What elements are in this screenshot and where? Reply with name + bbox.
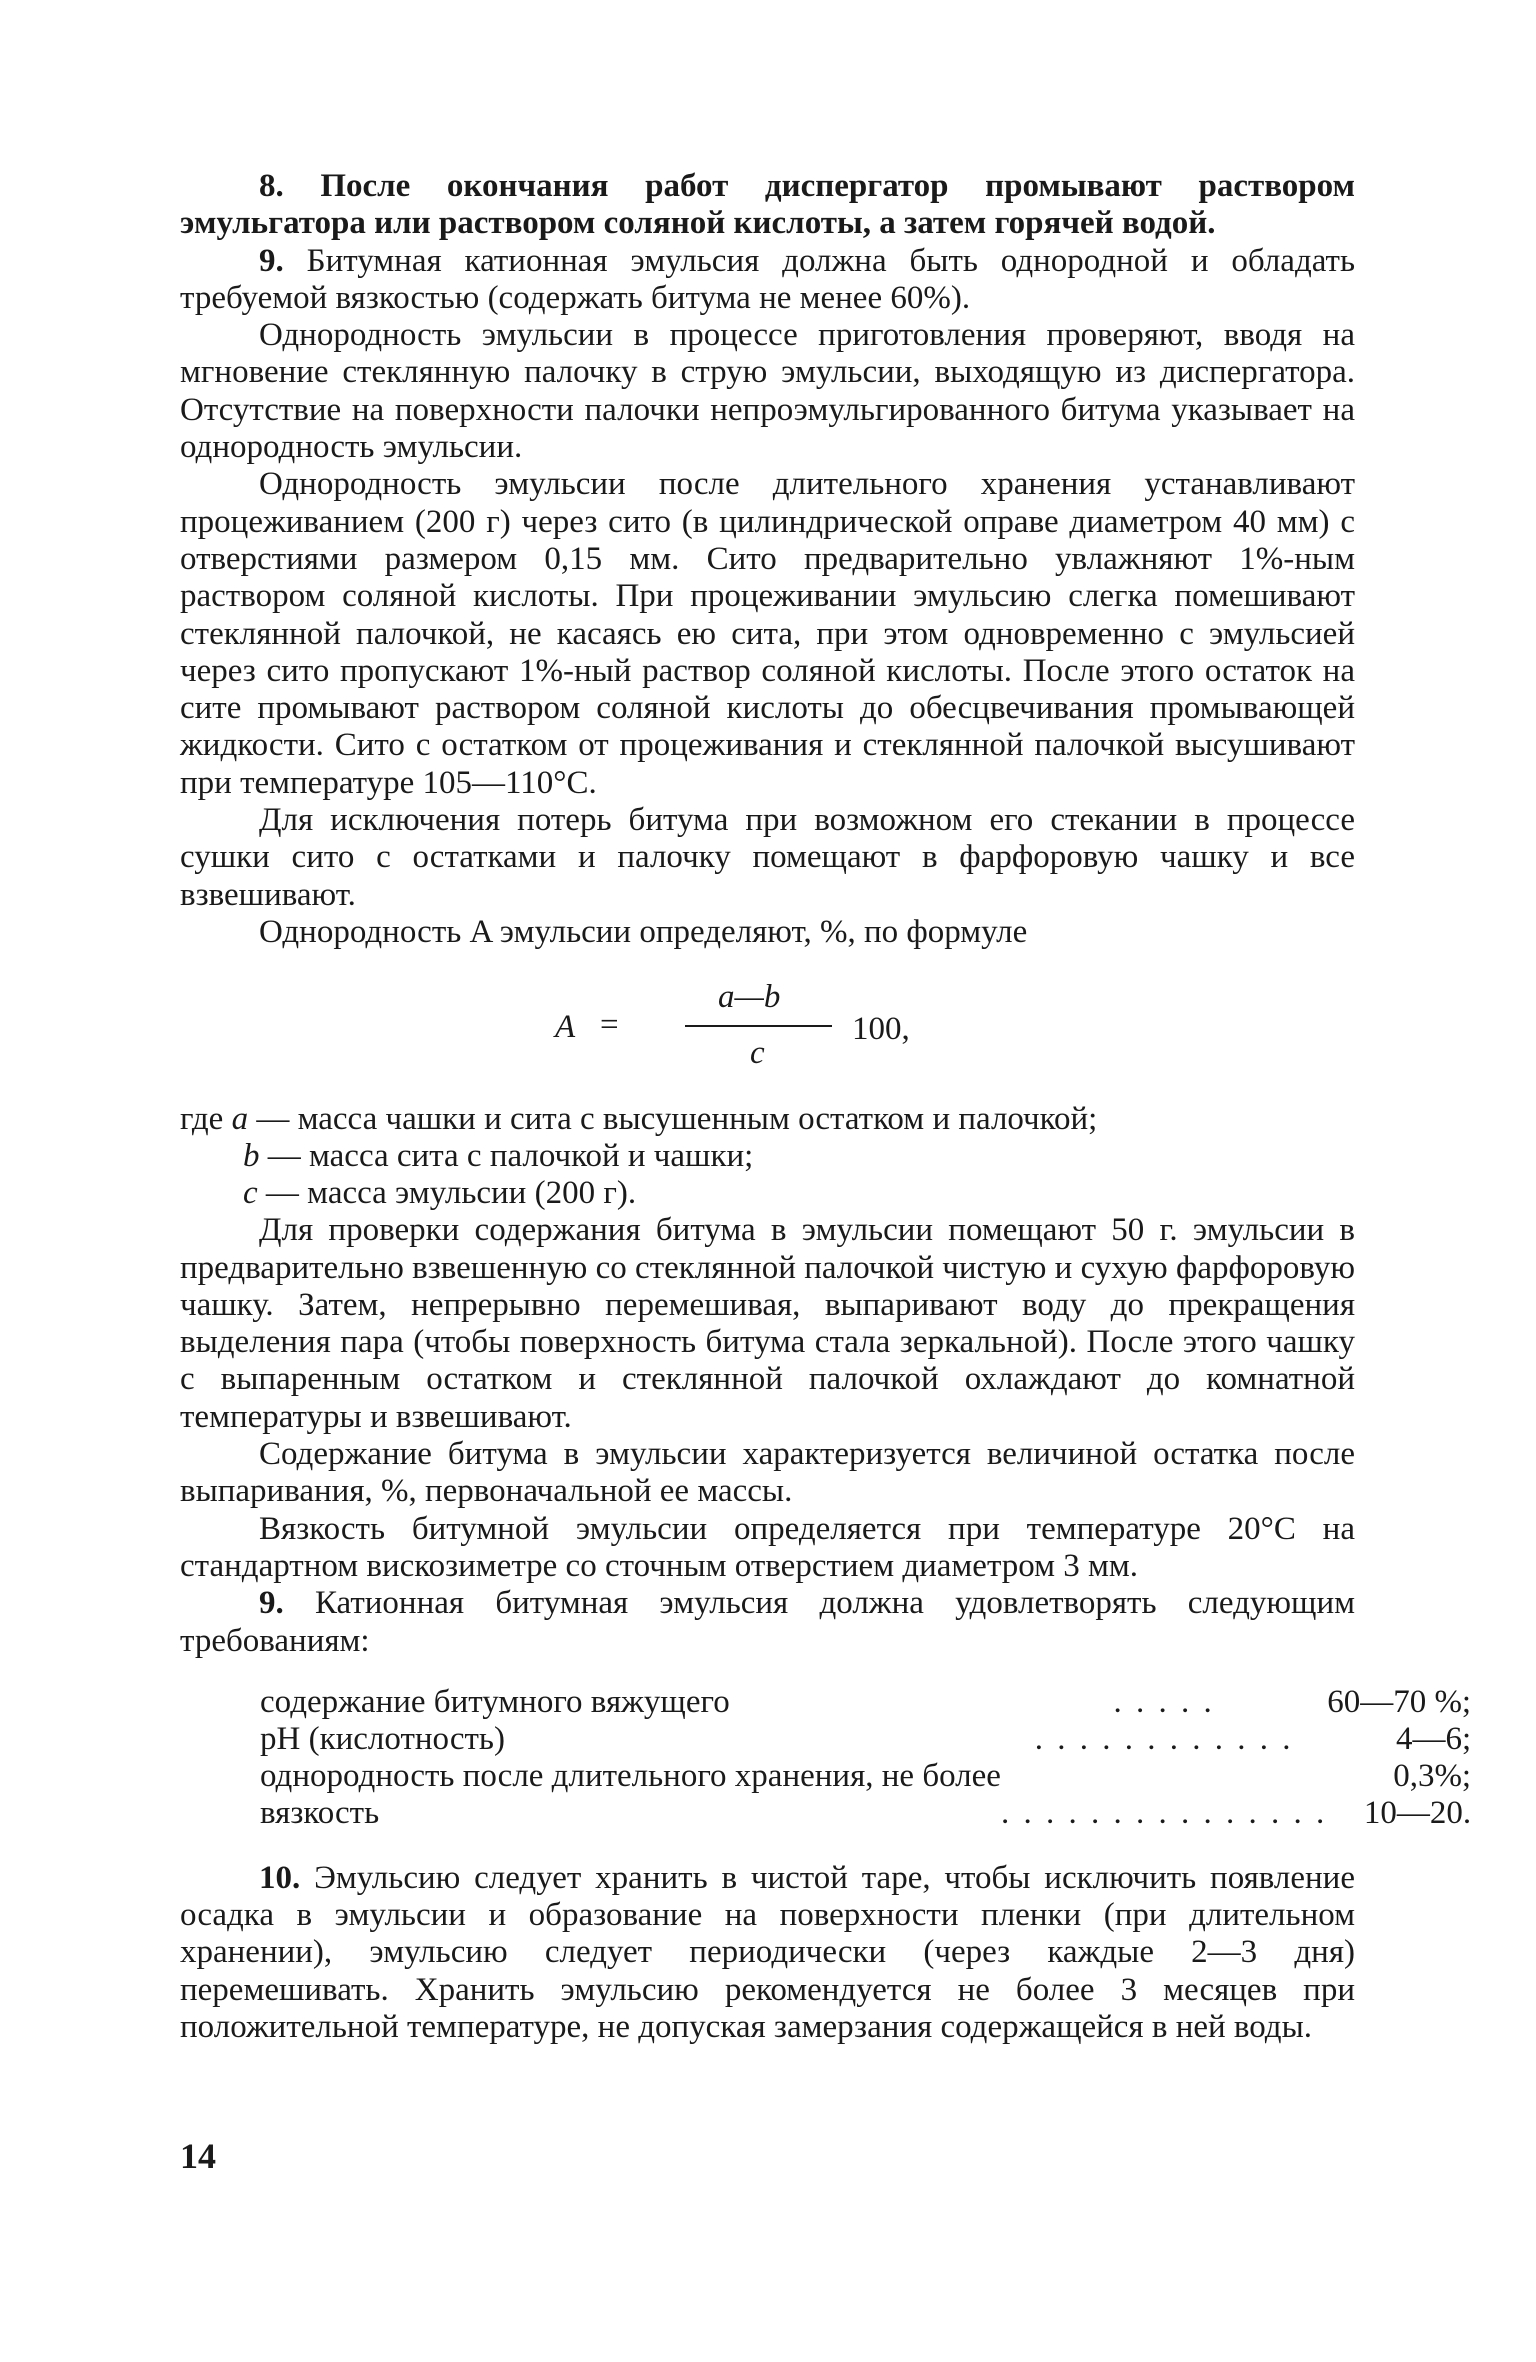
leader-dots: . . . . . . . . . . . . <box>1034 1720 1294 1757</box>
legend-item-a <box>180 1101 1355 1138</box>
requirement-row <box>260 1758 1471 1795</box>
paragraph-step-9 <box>180 243 1355 318</box>
requirement-row <box>260 1684 1471 1721</box>
paragraph-step-10 <box>180 1860 1355 2046</box>
formula-equals: = <box>600 1007 619 1044</box>
homogeneity-formula <box>180 973 1355 1087</box>
paragraph-number: 9. <box>259 242 284 279</box>
legend-item-b <box>180 1138 1355 1175</box>
requirement-value: 10—20. <box>1363 1794 1472 1831</box>
requirement-row <box>260 1795 1471 1832</box>
paragraph-step-9-requirements <box>180 1585 1355 1660</box>
leader-dots <box>1001 1758 1327 1795</box>
formula-legend <box>180 1101 1355 1212</box>
requirement-value: 0,3%; <box>1393 1757 1472 1794</box>
paragraph-homogeneity-check: Однородность эмульсии в процессе приготовления проверяют, вводя на мгновение стеклянную палочку в струю эмульсии, выходящую из диспергатора. Отсутствие на поверхности палочки непроэмульгированного битума указывает на однородность эмульсии. <box>180 317 1355 466</box>
paragraph-storage-homogeneity: Однородность эмульсии после длительного хранения устанавливают процеживанием (200 г) через сито (в цилиндрической оправе диаметром 40 мм) с отверстиями размером 0,15 мм. Сито предварительно увлажняют 1%-ным раствором соляной кислоты. При процеживании эмульсию слегка помешивают стеклянной палочкой, не касаясь ею сита, при этом одновременно с эмульсией через сито пропускают 1%-ный раствор соляной кислоты. После этого остаток на сите промывают раствором соляной кислоты до обесцвечивания промывающей жидкости. Сито с остатком от процеживания и стеклянной палочкой высушивают при температуре 105—110°С. <box>180 466 1355 801</box>
paragraph-drying-losses: Для исключения потерь битума при возможном его стекании в процессе сушки сито с остатками и палочку помещают в фарфоровую чашку и все взвешивают. <box>180 802 1355 913</box>
formula-denominator: c <box>750 1035 765 1072</box>
formula-multiplier: 100, <box>852 1011 910 1048</box>
paragraph-text: После окончания работ диспергатор промывают раствором эмульгатора или раствором соляной кислоты, а затем горячей водой. <box>180 168 1355 242</box>
paragraph-text: Эмульсию следует хранить в чистой таре, чтобы исключить появление осадка в эмульсии и образование на поверхности пленки (при длительном хранении), эмульсию следует периодически (через каждые 2—3 дня) перемешивать. Хранить эмульсию рекомендуется не более 3 месяцев при положительной температуре, не допуская замерзания содержащейся в ней воды. <box>180 1859 1355 2045</box>
requirement-row <box>260 1721 1471 1758</box>
paragraph-viscosity: Вязкость битумной эмульсии определяется при температуре 20°С на стандартном вискозиметре со сточным отверстием диаметром 3 мм. <box>180 1510 1355 1584</box>
requirement-label: однородность после длительного хранения, не более <box>260 1757 1001 1794</box>
legend-text: — масса чашки и сита с высушенным остатком и палочкой; <box>256 1101 1098 1138</box>
page-number: 14 <box>180 2136 216 2176</box>
paragraph-number: 9. <box>259 1585 284 1622</box>
paragraph-bitumen-content-check: Для проверки содержания битума в эмульсии помещают 50 г. эмульсии в предварительно взвешенную со стеклянной палочкой чистую и сухую фарфоровую чашку. Затем, непрерывно перемешивая, выпаривают воду до прекращения выделения пара (чтобы поверхность битума стала зеркальной). После этого чашку с выпаренным остатком и стеклянной палочкой охлаждают до комнатной температуры и взвешивают. <box>180 1212 1355 1435</box>
paragraph-number: 10. <box>259 1859 301 1896</box>
page-body <box>180 168 1472 2046</box>
paragraph-step-8 <box>180 168 1355 243</box>
legend-symbol: a <box>231 1101 249 1138</box>
requirement-value: 4—6; <box>1395 1720 1472 1757</box>
legend-item-c <box>180 1175 1355 1212</box>
paragraph-text: Катионная битумная эмульсия должна удовлетворять следующим требованиям: <box>180 1585 1355 1659</box>
legend-text: — масса эмульсии (200 г). <box>265 1175 637 1212</box>
leader-dots: . . . . . <box>1113 1683 1215 1720</box>
requirement-label: вязкость <box>260 1794 380 1831</box>
paragraph-formula-intro: Однородность A эмульсии определяют, %, по формуле <box>259 913 1028 950</box>
paragraph-number: 8. <box>259 168 284 204</box>
paragraph-bitumen-content-def: Содержание битума в эмульсии характеризуется величиной остатка после выпаривания, %, первоначальной ее массы. <box>180 1436 1355 1510</box>
legend-prefix: где <box>180 1101 224 1138</box>
legend-symbol: c <box>243 1175 258 1212</box>
fraction-bar <box>685 1025 832 1027</box>
formula-numerator: a—b <box>718 979 781 1016</box>
legend-text: — масса сита с палочкой и чашки; <box>267 1138 754 1175</box>
leader-dots: . . . . . . . . . . . . . . . <box>1000 1794 1328 1831</box>
requirement-label: содержание битумного вяжущего <box>260 1683 730 1720</box>
formula-lhs: A <box>555 1009 576 1046</box>
legend-symbol: b <box>243 1138 260 1175</box>
requirement-label: pH (кислотность) <box>260 1720 505 1757</box>
requirement-value: 60—70 %; <box>1327 1683 1472 1720</box>
paragraph-text: Битумная катионная эмульсия должна быть однородной и обладать требуемой вязкостью (содержать битума не менее 60%). <box>180 242 1356 316</box>
requirements-table <box>260 1684 1471 1832</box>
